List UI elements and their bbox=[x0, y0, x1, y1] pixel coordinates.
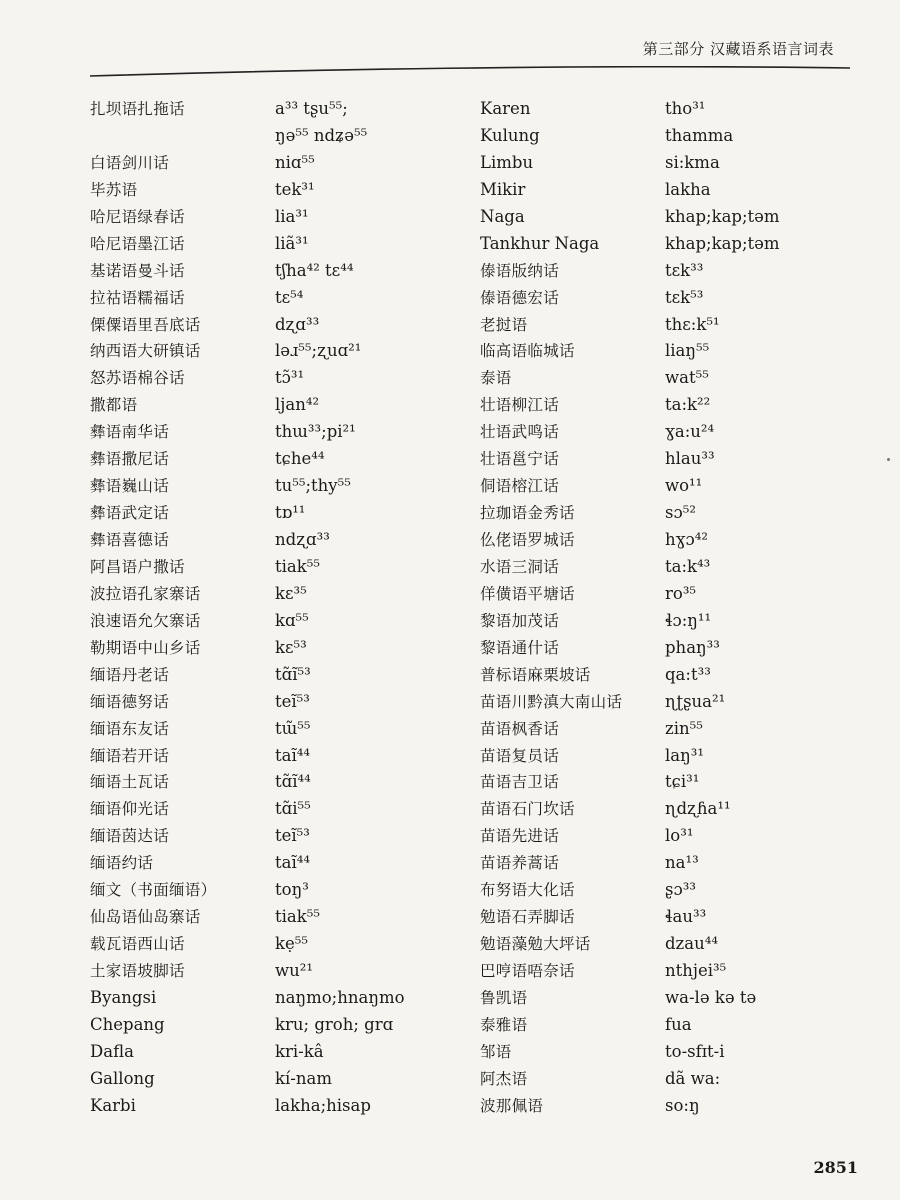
word-form: dã wa: bbox=[665, 1068, 721, 1088]
table-row bbox=[480, 1066, 860, 1093]
word-form: tiak⁵⁵ bbox=[275, 556, 320, 576]
language-name: 彝语武定话 bbox=[90, 504, 170, 523]
word-form: tɛk⁵³ bbox=[665, 287, 704, 307]
word-form: ro³⁵ bbox=[665, 583, 697, 603]
table-row bbox=[480, 123, 860, 150]
table-row bbox=[480, 931, 860, 958]
table-row bbox=[480, 689, 860, 716]
language-name: Karen bbox=[480, 99, 531, 118]
table-row bbox=[480, 446, 860, 473]
word-form: hɣɔ⁴² bbox=[665, 530, 708, 549]
word-form: kru; groh; grɑ bbox=[275, 1014, 394, 1034]
language-name: Gallong bbox=[90, 1068, 155, 1088]
table-row bbox=[90, 877, 470, 904]
table-row bbox=[90, 958, 470, 985]
table-row bbox=[90, 1012, 470, 1039]
word-form: tɑ̃i⁵⁵ bbox=[275, 799, 311, 819]
language-name: 扎坝语扎拖话 bbox=[90, 100, 185, 118]
language-name: 勉语藻勉大坪话 bbox=[480, 935, 591, 954]
table-row bbox=[90, 338, 470, 365]
table-row bbox=[480, 958, 860, 985]
language-name: 阿杰语 bbox=[480, 1069, 528, 1088]
word-form-continued: ŋə⁵⁵ ndʑə⁵⁵ bbox=[275, 125, 368, 145]
language-name: 阿昌语户撒话 bbox=[90, 557, 185, 576]
language-name: 壮语柳江话 bbox=[480, 396, 560, 415]
word-form: ləɹ⁵⁵;ʐuɑ²¹ bbox=[275, 341, 362, 361]
language-name: Naga bbox=[480, 206, 525, 226]
table-row bbox=[90, 150, 470, 177]
language-name: 侗语榕江话 bbox=[480, 477, 560, 496]
language-name: 仙岛语仙岛寨话 bbox=[90, 908, 201, 927]
page-number: 2851 bbox=[813, 1158, 858, 1177]
table-row bbox=[90, 931, 470, 958]
word-form: so:ŋ bbox=[665, 1095, 700, 1115]
language-name: 老挝语 bbox=[480, 315, 528, 334]
word-form: dzau⁴⁴ bbox=[665, 934, 718, 954]
language-name: Byangsi bbox=[90, 987, 157, 1007]
language-name: 鲁凯语 bbox=[480, 988, 528, 1007]
table-row bbox=[90, 1039, 470, 1066]
table-row bbox=[480, 608, 860, 635]
language-name: 波那佩语 bbox=[480, 1096, 544, 1115]
language-name: 傈僳语里吾底话 bbox=[90, 315, 201, 334]
word-form: ɳʈʂua²¹ bbox=[665, 691, 726, 711]
word-form: thɛ:k⁵¹ bbox=[665, 314, 720, 334]
table-row bbox=[480, 231, 860, 258]
table-row bbox=[480, 338, 860, 365]
running-header: 第三部分 汉藏语系语言词表 bbox=[642, 40, 834, 58]
language-name: 苗语吉卫话 bbox=[480, 773, 560, 792]
language-name: Kulung bbox=[480, 125, 540, 145]
table-row bbox=[90, 662, 470, 689]
table-row bbox=[90, 258, 470, 285]
language-name: 拉祜语糯福话 bbox=[90, 288, 185, 307]
language-name: 缅语约话 bbox=[90, 854, 154, 873]
language-name: 缅语德努话 bbox=[90, 692, 170, 711]
table-row bbox=[90, 527, 470, 554]
word-form: nthjei³⁵ bbox=[665, 961, 727, 980]
table-row bbox=[480, 850, 860, 877]
word-form: a³³ tʂu⁵⁵; bbox=[275, 99, 348, 118]
language-name: 纳西语大研镇话 bbox=[90, 342, 201, 361]
language-name: 基诺语曼斗话 bbox=[90, 261, 185, 280]
word-form: wa-lə kə tə bbox=[665, 987, 757, 1007]
language-name: 浪速语允欠寨话 bbox=[90, 611, 201, 630]
table-row bbox=[90, 608, 470, 635]
word-form: zin⁵⁵ bbox=[665, 718, 703, 738]
table-row bbox=[90, 177, 470, 204]
language-name: 波拉语孔家寨话 bbox=[90, 584, 201, 603]
word-form: kri-kâ bbox=[275, 1041, 324, 1061]
language-name: 哈尼语绿春话 bbox=[90, 207, 185, 226]
table-row bbox=[480, 150, 860, 177]
language-name: 缅文（书面缅语） bbox=[90, 881, 217, 900]
word-form: tɒ¹¹ bbox=[275, 503, 306, 523]
table-row bbox=[480, 662, 860, 689]
word-form: ndʐɑ³³ bbox=[275, 530, 330, 550]
table-row bbox=[480, 312, 860, 339]
table-row bbox=[480, 392, 860, 419]
table-row bbox=[90, 231, 470, 258]
table-row bbox=[480, 1012, 860, 1039]
word-form: taĩ⁴⁴ bbox=[275, 745, 310, 765]
word-form: ta:k⁴³ bbox=[665, 556, 711, 576]
word-form: teĩ⁵³ bbox=[275, 691, 310, 711]
language-name: 勒期语中山乡话 bbox=[90, 638, 201, 657]
table-row bbox=[480, 527, 860, 554]
word-form: naŋmo;hnaŋmo bbox=[275, 987, 405, 1007]
word-form: ɬɔ:ŋ¹¹ bbox=[665, 610, 712, 630]
table-row bbox=[90, 635, 470, 662]
language-name: 缅语仰光话 bbox=[90, 800, 170, 819]
language-name: 临高语临城话 bbox=[480, 342, 575, 361]
language-name: Karbi bbox=[90, 1095, 136, 1115]
word-form: niɑ⁵⁵ bbox=[275, 152, 315, 172]
table-row bbox=[90, 904, 470, 931]
table-row bbox=[480, 823, 860, 850]
language-name: 怒苏语棉谷话 bbox=[90, 369, 185, 388]
table-row bbox=[480, 177, 860, 204]
word-form: teĩ⁵³ bbox=[275, 826, 310, 846]
language-name: Tankhur Naga bbox=[480, 233, 600, 253]
word-form: taĩ⁴⁴ bbox=[275, 853, 310, 873]
language-name: 佯僙语平塘话 bbox=[480, 584, 575, 603]
table-row bbox=[480, 365, 860, 392]
language-name: 傣语德宏话 bbox=[480, 288, 560, 307]
table-row bbox=[480, 258, 860, 285]
table-row bbox=[90, 204, 470, 231]
word-form: tɑ̃ĩ⁵³ bbox=[275, 664, 311, 684]
language-name: Dafla bbox=[90, 1041, 134, 1061]
table-row bbox=[90, 312, 470, 339]
language-name: Mikir bbox=[480, 179, 526, 199]
language-name: 苗语养蒿话 bbox=[480, 854, 560, 873]
table-row bbox=[480, 877, 860, 904]
table-row bbox=[90, 823, 470, 850]
word-form: na¹³ bbox=[665, 853, 699, 873]
language-name: 壮语武鸣话 bbox=[480, 423, 560, 442]
word-form: to-sfɪt-i bbox=[665, 1041, 725, 1061]
word-form: fua bbox=[665, 1014, 692, 1034]
language-name: 傣语版纳话 bbox=[480, 261, 560, 280]
language-name: 苗语川黔滇大南山话 bbox=[480, 692, 623, 711]
language-name: 苗语枫香话 bbox=[480, 719, 560, 738]
table-row bbox=[90, 473, 470, 500]
word-form: tɑ̃ĩ⁴⁴ bbox=[275, 772, 311, 792]
header-rule bbox=[90, 66, 850, 80]
word-form: khap;kap;təm bbox=[665, 233, 780, 253]
word-form: tɛk³³ bbox=[665, 260, 704, 280]
word-form: phaŋ³³ bbox=[665, 637, 720, 657]
word-form: lia³¹ bbox=[275, 206, 309, 226]
language-name: 勉语石弄脚话 bbox=[480, 908, 575, 927]
right-column bbox=[480, 96, 860, 1120]
table-row bbox=[480, 581, 860, 608]
language-name: 普标语麻栗坡话 bbox=[480, 665, 591, 684]
word-form: tɔ̃³¹ bbox=[275, 368, 305, 388]
table-row bbox=[90, 1066, 470, 1093]
table-row bbox=[480, 204, 860, 231]
language-name: 缅语东友话 bbox=[90, 719, 170, 738]
language-name: 拉珈语金秀话 bbox=[480, 504, 575, 523]
table-row bbox=[90, 689, 470, 716]
table-row bbox=[90, 1093, 470, 1120]
table-row bbox=[480, 1039, 860, 1066]
language-name: 邹语 bbox=[480, 1042, 512, 1061]
language-name: Limbu bbox=[480, 152, 534, 172]
language-name: 彝语巍山话 bbox=[90, 477, 170, 496]
table-row bbox=[90, 743, 470, 770]
word-form: tho³¹ bbox=[665, 99, 706, 118]
word-form: ɣa:u²⁴ bbox=[665, 422, 715, 442]
language-name: 彝语南华话 bbox=[90, 423, 170, 442]
table-row bbox=[480, 904, 860, 931]
word-form: thɯ³³;pi²¹ bbox=[275, 422, 356, 442]
word-form: khap;kap;təm bbox=[665, 206, 780, 226]
language-name: 仫佬语罗城话 bbox=[480, 531, 575, 549]
language-name: 缅语土瓦话 bbox=[90, 773, 170, 792]
language-name: 毕苏语 bbox=[90, 180, 138, 199]
table-row bbox=[90, 796, 470, 823]
language-name: 黎语加茂话 bbox=[480, 611, 560, 630]
language-name: 泰雅语 bbox=[480, 1015, 528, 1034]
language-name: 土家语坡脚话 bbox=[90, 962, 185, 981]
table-row bbox=[480, 96, 860, 123]
table-row bbox=[480, 285, 860, 312]
word-form: tʃha⁴² tɛ⁴⁴ bbox=[275, 260, 354, 280]
word-form: kí-nam bbox=[275, 1068, 332, 1088]
word-form: laŋ³¹ bbox=[665, 745, 704, 765]
word-form: kɛ⁵³ bbox=[275, 637, 307, 657]
word-form: tiak⁵⁵ bbox=[275, 907, 320, 927]
table-row bbox=[90, 96, 470, 150]
word-form: qa:t³³ bbox=[665, 664, 711, 684]
word-form: ɳdʐɦa¹¹ bbox=[665, 799, 731, 819]
table-row bbox=[90, 716, 470, 743]
word-form: hlau³³ bbox=[665, 449, 715, 469]
table-row bbox=[90, 285, 470, 312]
language-name: 哈尼语墨江话 bbox=[90, 234, 185, 253]
language-name: 苗语复员话 bbox=[480, 746, 560, 765]
word-form: tɯ̃⁵⁵ bbox=[275, 718, 311, 738]
language-name: 黎语通什话 bbox=[480, 638, 560, 657]
table-row bbox=[90, 850, 470, 877]
language-name: Chepang bbox=[90, 1014, 165, 1034]
table-row bbox=[480, 716, 860, 743]
word-form: lakha bbox=[665, 179, 711, 199]
table-row bbox=[480, 769, 860, 796]
table-row bbox=[90, 446, 470, 473]
word-form: kɑ⁵⁵ bbox=[275, 610, 309, 630]
word-form: sɔ⁵² bbox=[665, 503, 696, 523]
page-header bbox=[0, 0, 900, 80]
word-form: ta:k²² bbox=[665, 395, 711, 415]
word-form: kɛ³⁵ bbox=[275, 583, 307, 603]
table-row bbox=[90, 419, 470, 446]
table-row bbox=[480, 554, 860, 581]
word-form: tɛ⁵⁴ bbox=[275, 287, 304, 307]
language-name: 白语剑川话 bbox=[90, 153, 170, 172]
word-form: wo¹¹ bbox=[665, 476, 703, 496]
word-form: tek³¹ bbox=[275, 179, 315, 199]
word-form: wu²¹ bbox=[275, 961, 313, 981]
table-row bbox=[480, 635, 860, 662]
table-row bbox=[480, 473, 860, 500]
table-row bbox=[480, 500, 860, 527]
language-name: 缅语若开话 bbox=[90, 746, 170, 765]
margin-dot bbox=[887, 458, 890, 461]
language-name: 彝语喜德话 bbox=[90, 531, 170, 550]
table-row bbox=[90, 985, 470, 1012]
table-row bbox=[90, 365, 470, 392]
language-name: 布努语大化话 bbox=[480, 881, 575, 900]
language-name: 水语三洞话 bbox=[480, 557, 560, 576]
language-name: 载瓦语西山话 bbox=[90, 935, 185, 954]
word-form: lo³¹ bbox=[665, 826, 694, 846]
table-row bbox=[90, 554, 470, 581]
table-row bbox=[90, 392, 470, 419]
word-form: lakha;hisap bbox=[275, 1095, 371, 1115]
left-column bbox=[90, 96, 470, 1120]
language-name: 苗语石门坎话 bbox=[480, 800, 575, 819]
word-form: liã³¹ bbox=[275, 233, 309, 253]
word-form: dʐɑ³³ bbox=[275, 314, 320, 334]
word-form: thamma bbox=[665, 125, 734, 145]
table-row bbox=[90, 500, 470, 527]
language-name: 泰语 bbox=[480, 369, 512, 388]
word-form: liaŋ⁵⁵ bbox=[665, 341, 710, 361]
word-form: kẹ⁵⁵ bbox=[275, 934, 308, 954]
word-form: tu⁵⁵;thy⁵⁵ bbox=[275, 476, 351, 496]
word-form: tɕi³¹ bbox=[665, 772, 700, 792]
table-row bbox=[480, 796, 860, 823]
word-form: wat⁵⁵ bbox=[665, 368, 709, 388]
table-row bbox=[480, 985, 860, 1012]
word-form: tɕhe⁴⁴ bbox=[275, 449, 325, 469]
language-name: 巴哼语唔奈话 bbox=[480, 962, 575, 980]
table-row bbox=[480, 1093, 860, 1120]
word-form: si:kma bbox=[665, 152, 720, 172]
table-row bbox=[480, 743, 860, 770]
word-form: ljan⁴² bbox=[275, 395, 320, 415]
language-name: 苗语先进话 bbox=[480, 827, 560, 846]
language-name: 缅语茵达话 bbox=[90, 827, 170, 846]
word-form: ɬau³³ bbox=[665, 907, 707, 927]
table-row bbox=[90, 769, 470, 796]
table-row bbox=[480, 419, 860, 446]
table-row bbox=[90, 581, 470, 608]
word-form: ʂɔ³³ bbox=[665, 880, 696, 900]
language-name: 缅语丹老话 bbox=[90, 665, 170, 684]
language-name: 壮语邕宁话 bbox=[480, 450, 560, 469]
language-name: 撒都语 bbox=[90, 396, 138, 415]
language-name: 彝语撒尼话 bbox=[90, 450, 170, 469]
word-form: toŋ³ bbox=[275, 880, 309, 900]
